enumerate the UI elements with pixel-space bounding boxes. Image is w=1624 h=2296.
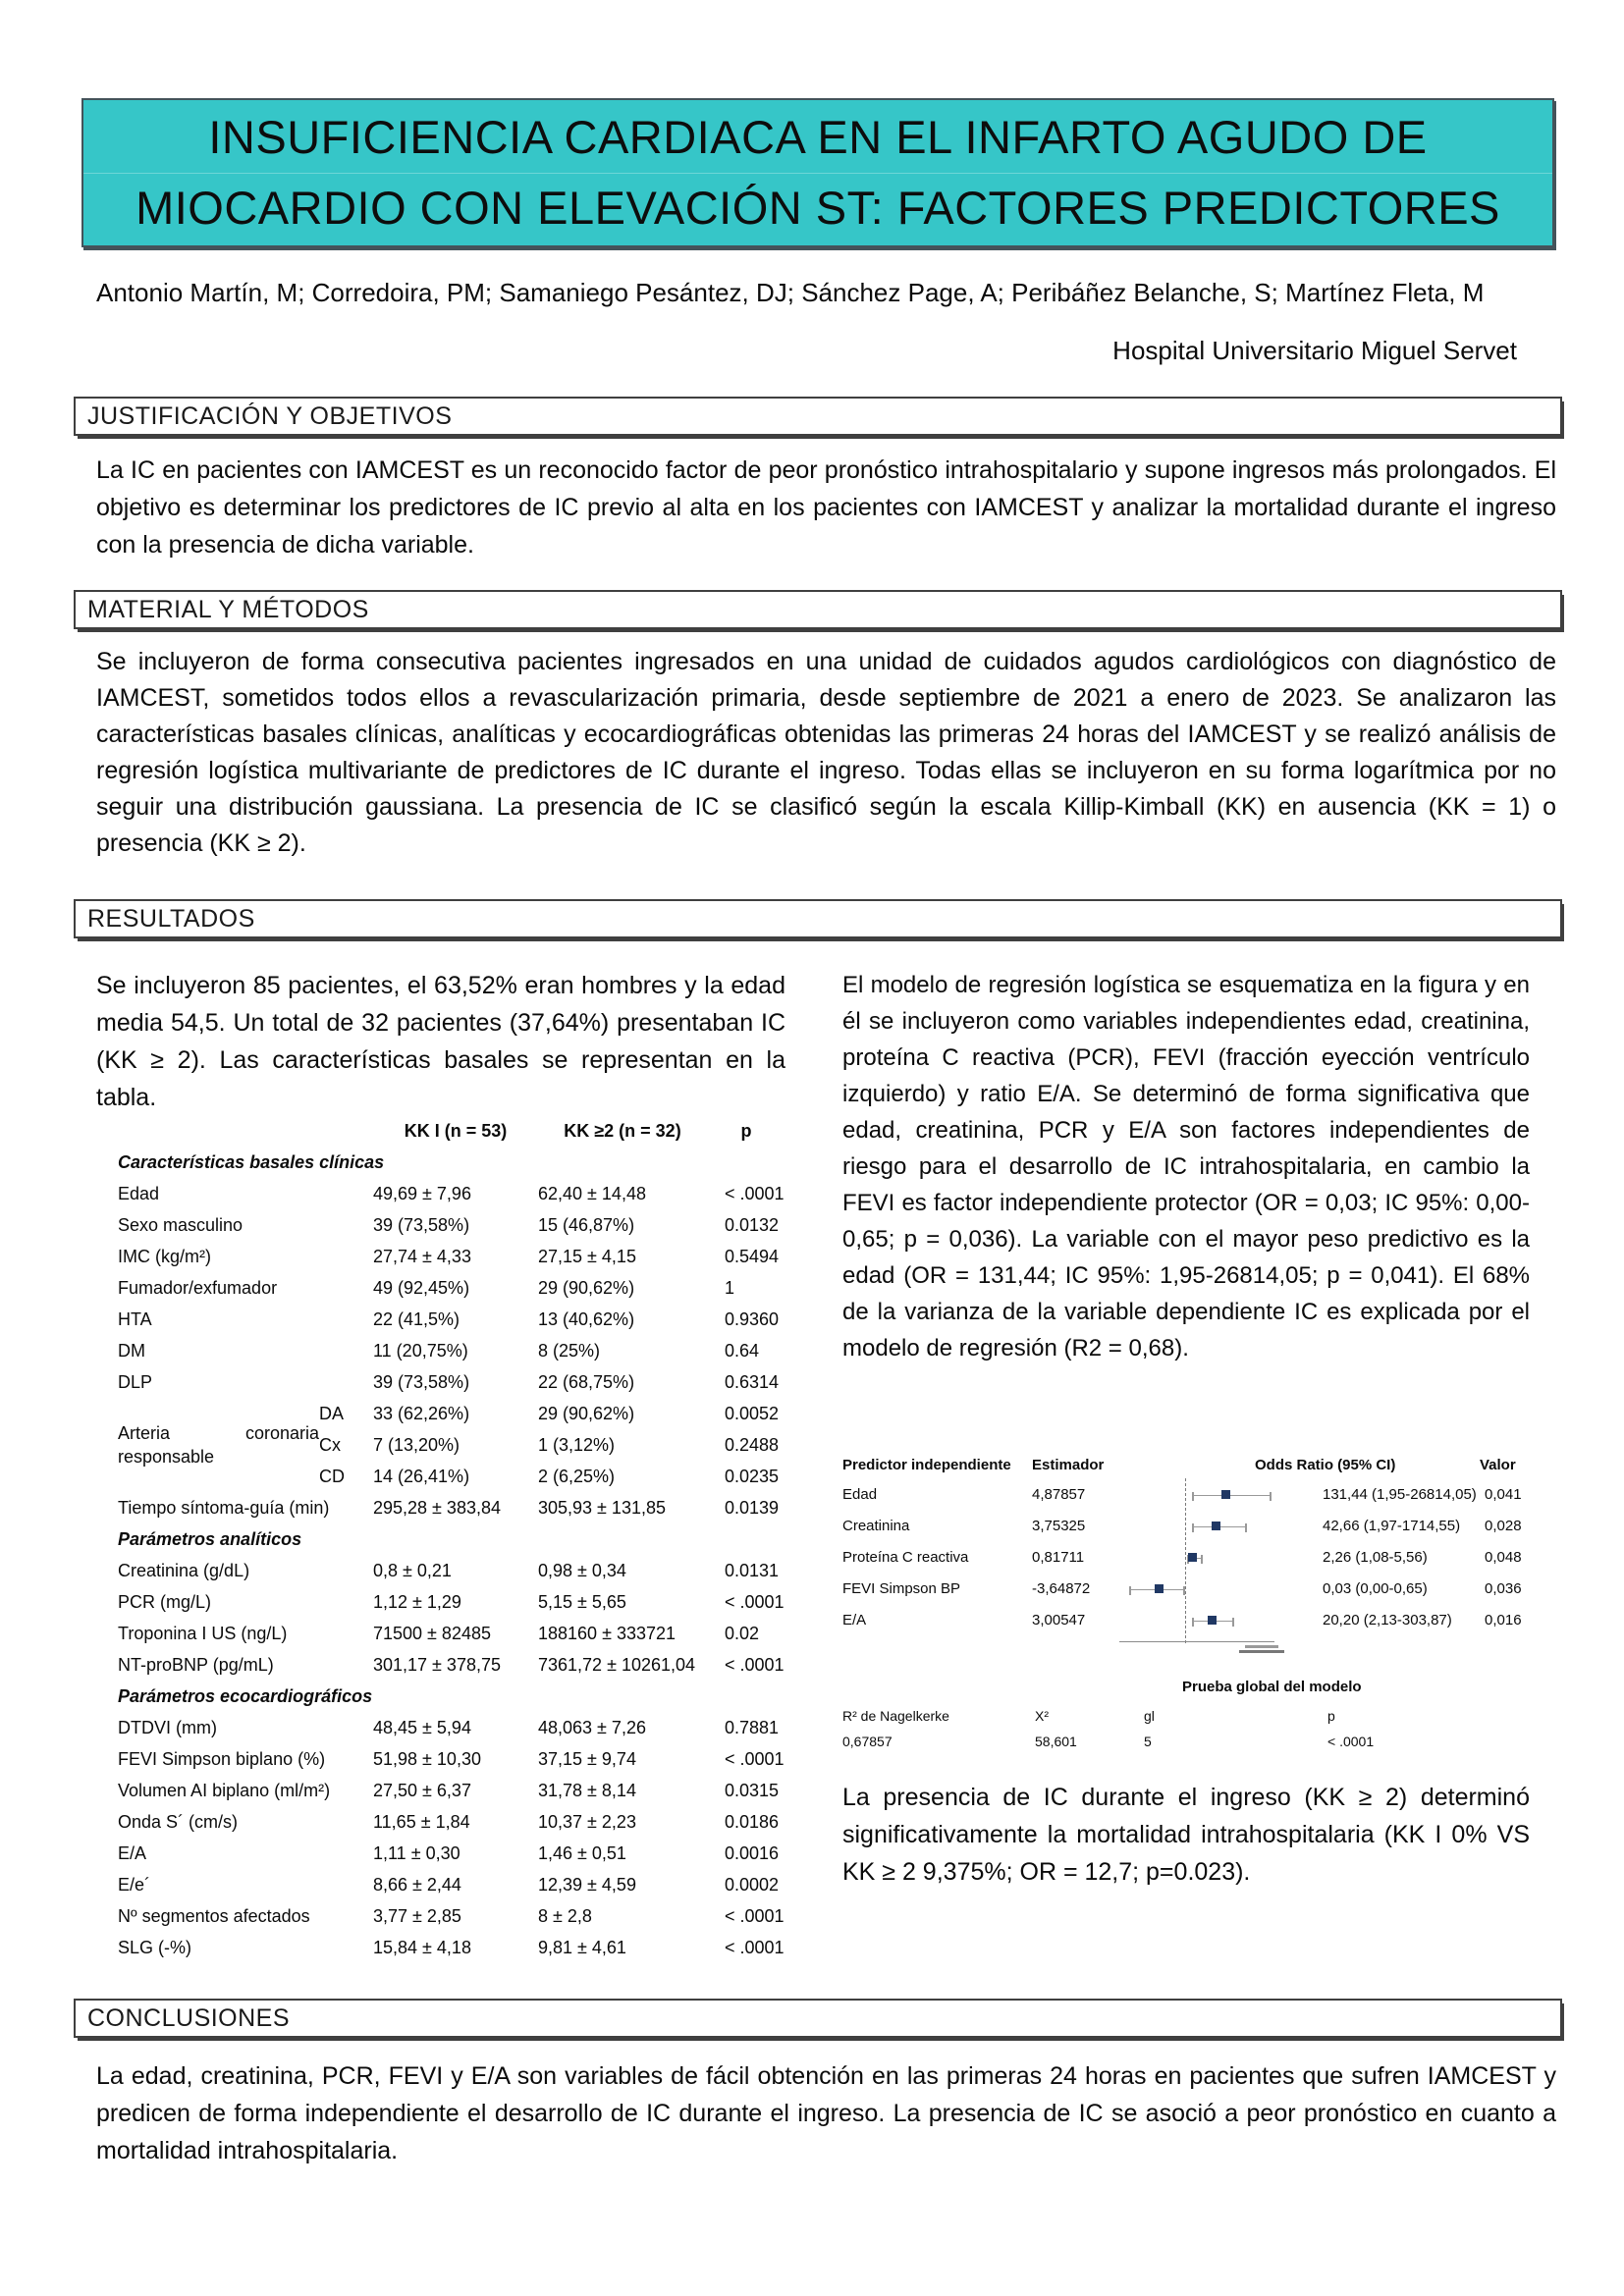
- arteria-sub-label: DA: [319, 1403, 345, 1423]
- forest-row-estimador: 0,81711: [1032, 1549, 1085, 1566]
- forest-row-label: Creatinina: [842, 1518, 910, 1534]
- row-label: FEVI Simpson biplano (%): [118, 1748, 326, 1769]
- baseline-characteristics-table: [118, 1115, 785, 1963]
- paragraph-resultados-mortalidad: La presencia de IC durante el ingreso (KK ≥ 2) determinó significativamente la mortalidad intrahospitalaria (KK I 0% VS KK ≥ 2 9,375%; OR = 12,7; p=0.023).: [842, 1784, 1530, 1886]
- figure-header-odds-ratio: Odds Ratio (95% CI): [1255, 1457, 1396, 1473]
- section-header-resultados: RESULTADOS: [74, 899, 1562, 938]
- table-row: [118, 1586, 785, 1618]
- table-row: [118, 1209, 785, 1241]
- table-row: [118, 1743, 785, 1775]
- row-val-p: < .0001: [725, 1183, 785, 1203]
- row-val-p: 0.7881: [725, 1717, 780, 1737]
- forest-point: [1212, 1522, 1220, 1530]
- row-val-p: 0.0132: [725, 1214, 780, 1235]
- arteria-sub-label: CD: [319, 1466, 345, 1486]
- forest-row-or: 20,20 (2,13-303,87): [1323, 1612, 1452, 1629]
- table-section-label: Parámetros analíticos: [118, 1528, 302, 1549]
- row-val-kk2: 22 (68,75%): [538, 1371, 635, 1392]
- row-val-kk2: 2 (6,25%): [538, 1466, 616, 1486]
- row-label: Sexo masculino: [118, 1214, 244, 1235]
- table-section-label: Características basales clínicas: [118, 1151, 385, 1172]
- table-row: [118, 1900, 785, 1932]
- table-row: [118, 1806, 785, 1838]
- row-val-kk2: 37,15 ± 9,74: [538, 1748, 636, 1769]
- row-val-kk1: 15,84 ± 4,18: [373, 1937, 471, 1957]
- table-row: [118, 1492, 785, 1523]
- row-val-kk2: 62,40 ± 14,48: [538, 1183, 646, 1203]
- row-val-kk1: 7 (13,20%): [373, 1434, 460, 1455]
- row-val-p: 0.0139: [725, 1497, 780, 1518]
- x-axis: [1119, 1641, 1274, 1642]
- table-header-row: [118, 1115, 785, 1147]
- poster-title-line2: MIOCARDIO CON ELEVACIÓN ST: FACTORES PREDICTORES: [135, 182, 1500, 234]
- row-label: PCR (mg/L): [118, 1591, 212, 1612]
- row-val-kk2: 8 ± 2,8: [538, 1905, 592, 1926]
- paragraph-conclusiones: La edad, creatinina, PCR, FEVI y E/A son variables de fácil obtención en las primeras 24 horas en pacientes que sufren IAMCEST y predicen de forma independiente el desarrollo de IC durante el ingreso. La presencia de IC se asoció a peor pronóstico en cuanto a mortalidad intrahospitalaria.: [96, 2062, 1556, 2164]
- title-divider: [83, 173, 1552, 174]
- table-header-kk1: KK I (n = 53): [404, 1120, 508, 1141]
- global-test-gl-value: 5: [1144, 1734, 1152, 1749]
- row-val-kk1: 48,45 ± 5,94: [373, 1717, 471, 1737]
- forest-row-or: 42,66 (1,97-1714,55): [1323, 1518, 1461, 1534]
- row-val-kk1: 3,77 ± 2,85: [373, 1905, 461, 1926]
- row-label: Nº segmentos afectados: [118, 1905, 310, 1926]
- forest-row-label: Edad: [842, 1486, 878, 1503]
- forest-row-or: 0,03 (0,00-0,65): [1323, 1580, 1428, 1597]
- row-label: DTDVI (mm): [118, 1717, 217, 1737]
- table-section-row: [118, 1523, 785, 1555]
- row-val-p: 0.0131: [725, 1560, 780, 1580]
- row-val-p: 0.0315: [725, 1780, 780, 1800]
- table-header-empty: [118, 1115, 373, 1147]
- table-section-row: [118, 1147, 785, 1178]
- table-row-arteria-da: [118, 1398, 785, 1429]
- arteria-sub-label: Cx: [319, 1434, 341, 1455]
- row-val-kk2: 10,37 ± 2,23: [538, 1811, 636, 1832]
- section-header-metodos: MATERIAL Y MÉTODOS: [74, 590, 1562, 629]
- row-val-kk1: 39 (73,58%): [373, 1214, 470, 1235]
- forest-point: [1188, 1553, 1197, 1562]
- global-test-p-label: p: [1327, 1708, 1335, 1724]
- arteria-group-label: Arteria coronaria responsable: [118, 1423, 319, 1467]
- section-header-objetivos: JUSTIFICACIÓN Y OBJETIVOS: [74, 397, 1562, 436]
- forest-row-estimador: 4,87857: [1032, 1486, 1086, 1503]
- row-val-kk1: 51,98 ± 10,30: [373, 1748, 481, 1769]
- row-val-p: 1: [725, 1277, 735, 1298]
- paragraph-objetivos: La IC en pacientes con IAMCEST es un reconocido factor de peor pronóstico intrahospitalario y supone ingresos más prolongados. El objetivo es determinar los predictores de IC previo al alta en los pacientes con IAMCEST y analizar la mortalidad durante el ingreso con la presencia de dicha variable.: [96, 456, 1556, 559]
- forest-row-p: 0,036: [1485, 1580, 1522, 1597]
- row-val-kk2: 7361,72 ± 10261,04: [538, 1654, 696, 1675]
- forest-row-p: 0,041: [1485, 1486, 1522, 1503]
- forest-row-label: Proteína C reactiva: [842, 1549, 969, 1566]
- global-test-r2-label: R² de Nagelkerke: [842, 1708, 949, 1724]
- row-val-kk1: 49,69 ± 7,96: [373, 1183, 471, 1203]
- forest-row-estimador: 3,75325: [1032, 1518, 1086, 1534]
- row-val-kk1: 8,66 ± 2,44: [373, 1874, 461, 1895]
- row-val-p: 0.2488: [725, 1434, 780, 1455]
- reference-line: [1185, 1478, 1186, 1643]
- forest-row-label: E/A: [842, 1612, 867, 1629]
- row-val-kk2: 8 (25%): [538, 1340, 601, 1361]
- affiliation: Hospital Universitario Miguel Servet: [1112, 336, 1517, 365]
- paragraph-resultados-modelo: El modelo de regresión logística se esquematiza en la figura y en él se incluyeron como variables independientes edad, creatinina, proteína C reactiva (PCR), FEVI (fracción eyección ventrículo izquierdo) y ratio E/A. Se determinó de forma significativa que edad, creatinina, PCR y E/A son factores independientes de riesgo para el desarrollo de IC intrahospitalaria, en cambio la FEVI es factor independiente protector (OR = 0,03; IC 95%: 0,00-0,65; p = 0,036). La variable con el mayor peso predictivo es la edad (OR = 131,44; IC 95%: 1,95-26814,05; p = 0,041). El 68% de la varianza de la variable dependiente IC es explicada por el modelo de regresión (R2 = 0,68).: [842, 972, 1530, 1362]
- row-val-kk1: 1,11 ± 0,30: [373, 1842, 460, 1863]
- axis-tick-label-smudge: [1239, 1650, 1284, 1653]
- row-val-p: 0.02: [725, 1623, 760, 1643]
- row-val-kk2: 31,78 ± 8,14: [538, 1780, 636, 1800]
- row-val-p: 0.0235: [725, 1466, 780, 1486]
- row-label: Onda S´ (cm/s): [118, 1811, 239, 1832]
- row-val-kk2: 1,46 ± 0,51: [538, 1842, 626, 1863]
- row-val-p: 0.9360: [725, 1308, 780, 1329]
- row-val-kk1: 22 (41,5%): [373, 1308, 460, 1329]
- forest-point: [1221, 1490, 1230, 1499]
- forest-row-or: 2,26 (1,08-5,56): [1323, 1549, 1428, 1566]
- row-label: NT-proBNP (pg/mL): [118, 1654, 274, 1675]
- row-label: Tiempo síntoma-guía (min): [118, 1497, 330, 1518]
- row-val-kk1: 33 (62,26%): [373, 1403, 470, 1423]
- table-row: [118, 1304, 785, 1335]
- row-val-kk2: 29 (90,62%): [538, 1277, 635, 1298]
- row-val-p: 0.0016: [725, 1842, 780, 1863]
- table-row: [118, 1869, 785, 1900]
- forest-row-estimador: 3,00547: [1032, 1612, 1086, 1629]
- row-val-kk2: 305,93 ± 131,85: [538, 1497, 666, 1518]
- row-label: E/e´: [118, 1874, 151, 1895]
- row-val-p: < .0001: [725, 1905, 785, 1926]
- row-val-kk2: 48,063 ± 7,26: [538, 1717, 646, 1737]
- table-section-row: [118, 1681, 785, 1712]
- row-val-p: 0.64: [725, 1340, 760, 1361]
- row-val-kk2: 12,39 ± 4,59: [538, 1874, 636, 1895]
- row-val-kk2: 188160 ± 333721: [538, 1623, 677, 1643]
- table-row: [118, 1712, 785, 1743]
- row-val-kk2: 5,15 ± 5,65: [538, 1591, 626, 1612]
- row-val-kk2: 13 (40,62%): [538, 1308, 635, 1329]
- row-val-kk2: 9,81 ± 4,61: [538, 1937, 626, 1957]
- table-row: [118, 1366, 785, 1398]
- row-val-p: 0.0186: [725, 1811, 780, 1832]
- global-test-r2-value: 0,67857: [842, 1734, 893, 1749]
- table-row: [118, 1272, 785, 1304]
- table-section-label: Parámetros ecocardiográficos: [118, 1685, 373, 1706]
- table-header-p: p: [740, 1120, 752, 1141]
- row-label: Edad: [118, 1183, 160, 1203]
- row-val-kk1: 1,12 ± 1,29: [373, 1591, 461, 1612]
- row-val-kk2: 29 (90,62%): [538, 1403, 635, 1423]
- global-test-title: Prueba global del modelo: [1182, 1679, 1362, 1695]
- row-val-p: < .0001: [725, 1654, 785, 1675]
- global-test-gl-label: gl: [1144, 1708, 1155, 1724]
- poster-title-line1: INSUFICIENCIA CARDIACA EN EL INFARTO AGUDO DE: [208, 111, 1428, 163]
- title-banner: [81, 98, 1554, 247]
- table-row: [118, 1838, 785, 1869]
- row-val-kk1: 49 (92,45%): [373, 1277, 470, 1298]
- figure-header-predictor: Predictor independiente: [842, 1457, 1011, 1473]
- row-val-kk1: 27,74 ± 4,33: [373, 1246, 471, 1266]
- row-val-p: < .0001: [725, 1591, 785, 1612]
- row-val-kk1: 11 (20,75%): [373, 1340, 468, 1361]
- row-val-p: 0.5494: [725, 1246, 780, 1266]
- row-val-p: < .0001: [725, 1937, 785, 1957]
- forest-row-label: FEVI Simpson BP: [842, 1580, 961, 1597]
- row-val-kk1: 14 (26,41%): [373, 1466, 470, 1486]
- table-row: [118, 1649, 785, 1681]
- global-test-chi-label: X²: [1035, 1708, 1049, 1724]
- global-test-p-value: < .0001: [1327, 1734, 1375, 1749]
- forest-row-p: 0,048: [1485, 1549, 1522, 1566]
- row-label: Fumador/exfumador: [118, 1277, 278, 1298]
- table-row: [118, 1555, 785, 1586]
- row-val-p: < .0001: [725, 1748, 785, 1769]
- row-val-kk1: 39 (73,58%): [373, 1371, 470, 1392]
- forest-plot-figure: [842, 1443, 1530, 1772]
- row-label: Troponina I US (ng/L): [118, 1623, 288, 1643]
- paragraph-resultados-intro: Se incluyeron 85 pacientes, el 63,52% eran hombres y la edad media 54,5. Un total de 32 pacientes (37,64%) presentaban IC (KK ≥ 2). Las características basales se representan en la tabla.: [96, 972, 785, 1111]
- table-row: [118, 1618, 785, 1649]
- axis-tick-label-smudge: [1245, 1645, 1278, 1648]
- table-row: [118, 1335, 785, 1366]
- forest-row-estimador: -3,64872: [1032, 1580, 1091, 1597]
- row-val-kk1: 0,8 ± 0,21: [373, 1560, 452, 1580]
- row-val-kk1: 27,50 ± 6,37: [373, 1780, 471, 1800]
- row-val-kk1: 71500 ± 82485: [373, 1623, 491, 1643]
- paragraph-metodos: Se incluyeron de forma consecutiva pacientes ingresados en una unidad de cuidados agudos cardiológicos con diagnóstico de IAMCEST, sometidos todos ellos a revascularización primaria, desde septiembre de 2021 a enero de 2023. Se analizaron las características basales clínicas, analíticas y ecocardiográficas obtenidas las primeras 24 horas del IAMCEST y se realizó análisis de regresión logística multivariante de predictores de IC durante el ingreso. Todas ellas se incluyeron en su forma logarítmica por no seguir una distribución gaussiana. La presencia de IC se clasificó según la escala Killip-Kimball (KK) en ausencia (KK = 1) o presencia (KK ≥ 2).: [96, 648, 1556, 857]
- row-val-kk1: 295,28 ± 383,84: [373, 1497, 501, 1518]
- forest-row-p: 0,016: [1485, 1612, 1522, 1629]
- row-val-kk2: 0,98 ± 0,34: [538, 1560, 626, 1580]
- table-row: [118, 1775, 785, 1806]
- row-val-p: 0.0002: [725, 1874, 780, 1895]
- row-val-kk2: 27,15 ± 4,15: [538, 1246, 636, 1266]
- forest-row-p: 0,028: [1485, 1518, 1522, 1534]
- row-label: E/A: [118, 1842, 147, 1863]
- row-label: Volumen AI biplano (ml/m²): [118, 1780, 331, 1800]
- figure-header-valor: Valor: [1480, 1457, 1516, 1473]
- row-label: SLG (-%): [118, 1937, 192, 1957]
- authors-line: Antonio Martín, M; Corredoira, PM; Samaniego Pesántez, DJ; Sánchez Page, A; Peribáñez Belanche, S; Martínez Fleta, M: [96, 278, 1485, 307]
- row-label: DM: [118, 1340, 145, 1361]
- forest-row-or: 131,44 (1,95-26814,05): [1323, 1486, 1477, 1503]
- row-val-kk2: 15 (46,87%): [538, 1214, 635, 1235]
- table-row: [118, 1241, 785, 1272]
- row-val-kk2: 1 (3,12%): [538, 1434, 616, 1455]
- table-row: [118, 1178, 785, 1209]
- row-label: Creatinina (g/dL): [118, 1560, 250, 1580]
- row-label: IMC (kg/m²): [118, 1246, 211, 1266]
- row-val-kk1: 11,65 ± 1,84: [373, 1811, 470, 1832]
- section-header-conclusiones: CONCLUSIONES: [74, 1999, 1562, 2038]
- row-val-p: 0.0052: [725, 1403, 780, 1423]
- global-test-chi-value: 58,601: [1035, 1734, 1077, 1749]
- row-val-p: 0.6314: [725, 1371, 780, 1392]
- table-header-kk2: KK ≥2 (n = 32): [564, 1120, 681, 1141]
- row-val-kk1: 301,17 ± 378,75: [373, 1654, 501, 1675]
- forest-point: [1155, 1584, 1164, 1593]
- forest-whisker: [1192, 1495, 1272, 1496]
- row-label: DLP: [118, 1371, 153, 1392]
- row-label: HTA: [118, 1308, 152, 1329]
- table-row: [118, 1932, 785, 1963]
- forest-point: [1208, 1616, 1217, 1625]
- figure-header-estimador: Estimador: [1032, 1457, 1105, 1473]
